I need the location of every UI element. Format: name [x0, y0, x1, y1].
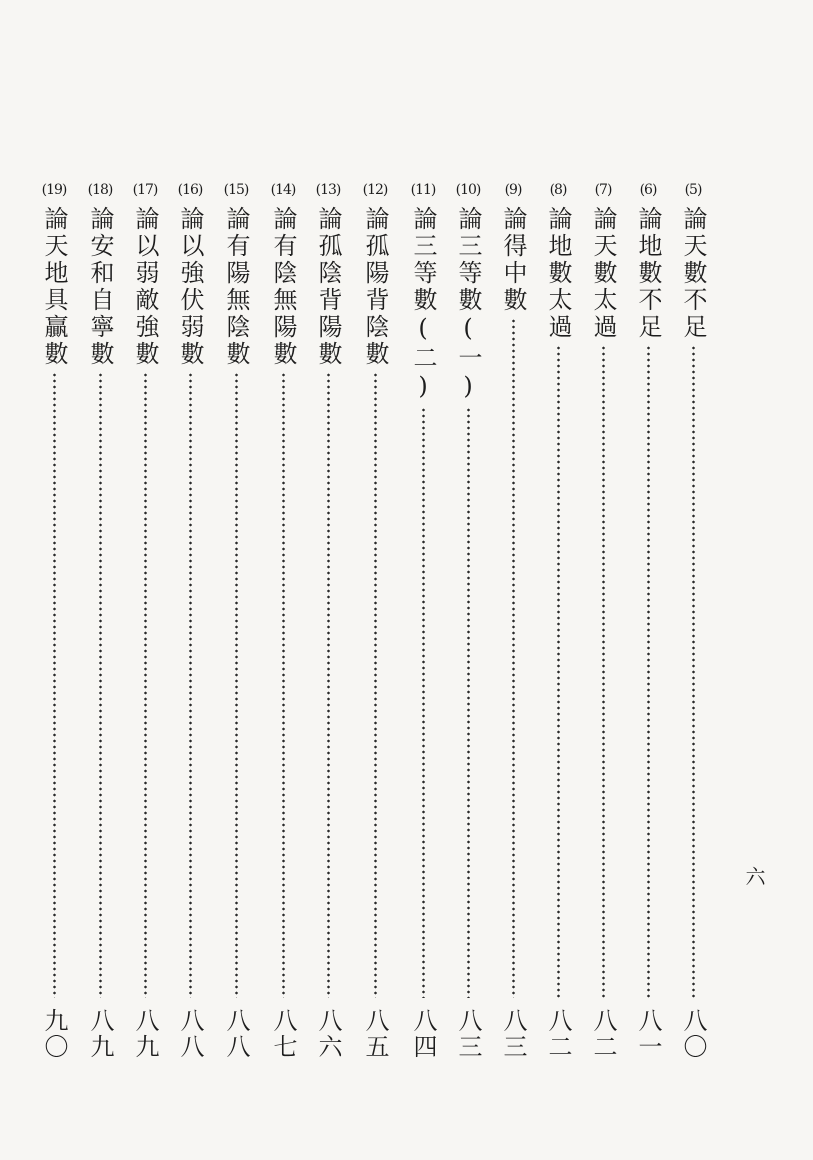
entry-page: 八八: [222, 1008, 250, 1060]
entry-page: 八〇: [679, 1008, 707, 1060]
entry-page: 八九: [86, 1008, 114, 1060]
entry-title: 論天地具贏數: [40, 206, 68, 368]
entry-title: 論有陽無陰數: [222, 206, 250, 368]
entry-number: (19): [41, 182, 67, 198]
entry-number: (16): [177, 182, 203, 198]
toc-entry-19: [36, 180, 72, 1060]
dot-leader: [53, 372, 56, 998]
entry-page: 八四: [409, 1008, 437, 1060]
entry-page: 八三: [454, 1008, 482, 1060]
dot-leader: [235, 372, 238, 998]
toc-entry-11: [405, 180, 441, 1060]
toc-entry-17: [127, 180, 163, 1060]
entry-number: (18): [87, 182, 113, 198]
dot-leader: [282, 372, 285, 998]
entry-page: 八九: [131, 1008, 159, 1060]
entry-title: 論三等數(一): [454, 206, 482, 403]
entry-page: 九〇: [40, 1008, 68, 1060]
entry-title: 論地數太過: [544, 206, 572, 341]
entry-page: 八二: [544, 1008, 572, 1060]
entry-page: 八一: [634, 1008, 662, 1060]
entry-title: 論孤陽背陰數: [361, 206, 389, 368]
entry-number: (9): [504, 182, 522, 198]
entry-title: 論以弱敵強數: [131, 206, 159, 368]
toc-entry-14: [265, 180, 301, 1060]
dot-leader: [189, 372, 192, 998]
page-folio: 六: [742, 866, 766, 886]
entry-title: 論有陰無陽數: [269, 206, 297, 368]
entry-title: 論天數不足: [679, 206, 707, 341]
toc-entry-15: [218, 180, 254, 1060]
entry-number: (10): [455, 182, 481, 198]
dot-leader: [374, 372, 377, 998]
entry-number: (5): [684, 182, 702, 198]
dot-leader: [692, 345, 695, 998]
dot-leader: [327, 372, 330, 998]
dot-leader: [602, 345, 605, 998]
dot-leader: [467, 407, 470, 998]
entry-number: (8): [549, 182, 567, 198]
dot-leader: [512, 318, 515, 998]
entry-number: (15): [223, 182, 249, 198]
entry-title: 論得中數: [499, 206, 527, 314]
entry-page: 八三: [499, 1008, 527, 1060]
entry-title: 論天數太過: [589, 206, 617, 341]
dot-leader: [99, 372, 102, 998]
entry-page: 八五: [361, 1008, 389, 1060]
entry-page: 八二: [589, 1008, 617, 1060]
entry-page: 八七: [269, 1008, 297, 1060]
entry-number: (17): [132, 182, 158, 198]
toc-entry-13: [310, 180, 346, 1060]
toc-entry-7: [585, 180, 621, 1060]
toc-entry-6: [630, 180, 666, 1060]
entry-title: 論三等數(二): [409, 206, 437, 403]
entry-title: 論安和自寧數: [86, 206, 114, 368]
toc-entry-8: [540, 180, 576, 1060]
entry-number: (12): [362, 182, 388, 198]
entry-number: (13): [315, 182, 341, 198]
entry-page: 八六: [314, 1008, 342, 1060]
toc-entry-5: [675, 180, 711, 1060]
toc-entry-9: [495, 180, 531, 1060]
dot-leader: [557, 345, 560, 998]
entry-title: 論地數不足: [634, 206, 662, 341]
entry-title: 論以強伏弱數: [176, 206, 204, 368]
entry-number: (6): [639, 182, 657, 198]
dot-leader: [647, 345, 650, 998]
entry-title: 論孤陰背陽數: [314, 206, 342, 368]
entry-number: (7): [594, 182, 612, 198]
toc-entry-18: [82, 180, 118, 1060]
entry-number: (14): [270, 182, 296, 198]
dot-leader: [422, 407, 425, 998]
dot-leader: [144, 372, 147, 998]
toc-entry-10: [450, 180, 486, 1060]
entry-number: (11): [410, 182, 436, 198]
toc-entry-12: [357, 180, 393, 1060]
entry-page: 八八: [176, 1008, 204, 1060]
toc-entry-16: [172, 180, 208, 1060]
